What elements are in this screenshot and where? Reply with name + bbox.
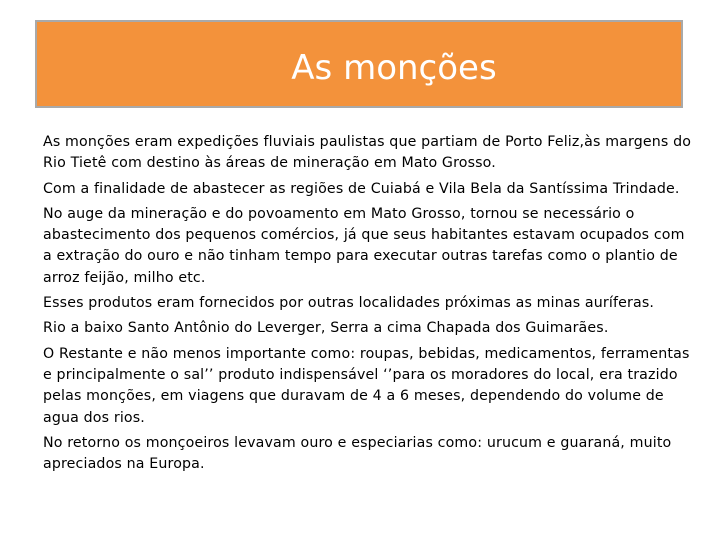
paragraph-1: As monções eram expedições fluviais paulistas que partiam de Porto Feliz,às margens do Rio Tietê com destino às áreas de mineração em Mato Grosso. [43, 134, 692, 172]
paragraph-7: No retorno os monçoeiros levavam ouro e especiarias como: urucum e guaraná, muito apreciados na Europa. [43, 434, 672, 473]
paragraph-6: O Restante e não menos importante como: roupas, bebidas, medicamentos, ferramentas e principalmente o sal’’ produto indispensável ‘’para os moradores do local, era trazido pelas monções, em viagens que duravam de 4 a 6 meses, dependendo do volume de agua dos rios. [43, 345, 690, 426]
paragraph-5: Rio a baixo Santo Antônio do Leverger, Serra a cima Chapada dos Guimarães. [43, 320, 609, 337]
paragraph-4: Esses produtos eram fornecidos por outras localidades próximas as minas auríferas. [43, 295, 655, 312]
title-banner [35, 20, 683, 108]
paragraph-3: No auge da mineração e do povoamento em Mato Grosso, tornou se necessário o abastecimento dos pequenos comércios, já que seus habitantes estavam ocupados com a extração do ouro e não tinham tempo para executar outras tarefas como o plantio de arroz feijão, milho etc. [43, 205, 685, 286]
slide-title: As monções [291, 48, 497, 88]
paragraph-2: Com a finalidade de abastecer as regiões de Cuiabá e Vila Bela da Santíssima Trindade. [43, 180, 680, 197]
slide-body [43, 132, 693, 479]
